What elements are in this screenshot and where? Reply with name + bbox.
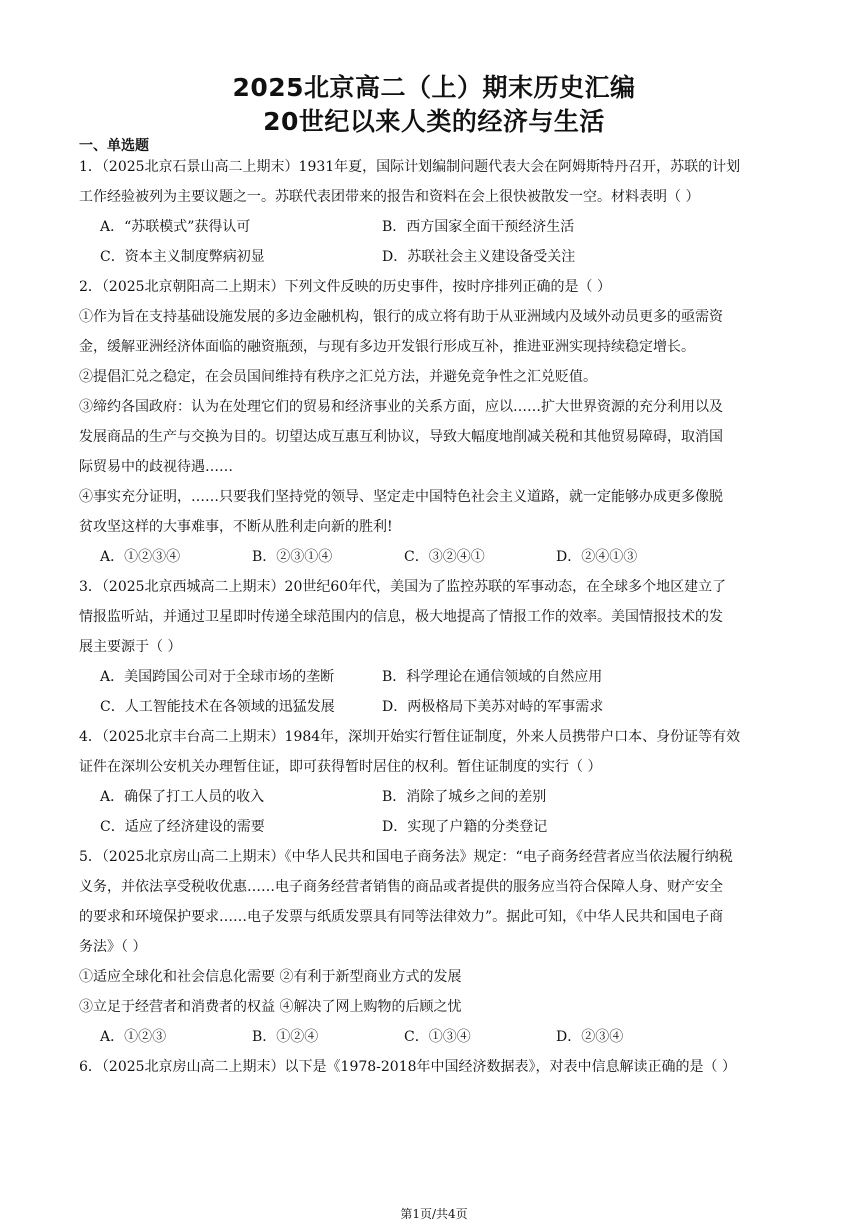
answer-option: C．适应了经济建设的需要 [100,819,265,835]
answer-option: B．①②④ [252,1029,319,1045]
question-stem-line: 际贸易中的歧视待遇…… [79,459,233,475]
answer-option: D．②④①③ [556,549,638,565]
question-stem-line: ③缔约各国政府：认为在处理它们的贸易和经济事业的关系方面，应以……扩大世界资源的充分利用以及 [79,399,723,415]
question-stem-line: 6．（2025北京房山高二上期末）以下是《1978-2018年中国经济数据表》，对表中信息解读正确的是（ ） [79,1059,736,1075]
document-subtitle: 20世纪以来人类的经济与生活 [263,107,605,136]
question-stem-line: 贫攻坚这样的大事难事，不断从胜利走向新的胜利! [79,519,393,535]
answer-option: D．②③④ [556,1029,624,1045]
question-stem-line: 4．（2025北京丰台高二上期末）1984年，深圳开始实行暂住证制度，外来人员携带户口本、身份证等有效 [79,729,741,745]
question-stem-line: 金，缓解亚洲经济体面临的融资瓶颈，与现有多边开发银行形成互补，推进亚洲实现持续稳定增长。 [79,339,695,355]
question-list [79,152,791,1082]
answer-option: C．①③④ [404,1029,471,1045]
answer-option: D．实现了户籍的分类登记 [382,819,548,835]
question-5 [79,842,791,1052]
question-stem-line: 3．（2025北京西城高二上期末）20世纪60年代，美国为了监控苏联的军事动态，在全球多个地区建立了 [79,579,727,595]
answer-option: A．①②③ [100,1029,167,1045]
question-stem-line: 1．（2025北京石景山高二上期末）1931年夏，国际计划编制问题代表大会在阿姆斯特丹召开，苏联的计划 [79,159,741,175]
answer-option: C．资本主义制度弊病初显 [100,249,265,265]
question-stem-line: ④事实充分证明，……只要我们坚持党的领导、坚定走中国特色社会主义道路，就一定能够办成更多像脱 [79,489,723,505]
question-1 [79,152,791,272]
question-stem-line: 情报监听站，并通过卫星即时传递全球范围内的信息，极大地提高了情报工作的效率。美国情报技术的发 [79,609,723,625]
question-stem-line: 务法》（ ） [79,939,147,955]
question-stem-line: ③立足于经营者和消费者的权益 ④解决了网上购物的后顾之忧 [79,999,462,1015]
question-stem-line: 的要求和环境保护要求……电子发票与纸质发票具有同等法律效力”。据此可知，《中华人民共和国电子商 [79,909,724,925]
question-6 [79,1052,791,1082]
question-stem-line: ①适应全球化和社会信息化需要 ②有利于新型商业方式的发展 [79,969,462,985]
question-2 [79,272,791,572]
question-stem-line: 5．（2025北京房山高二上期末）《中华人民共和国电子商务法》规定：“电子商务经营者应当依法履行纳税 [79,849,733,865]
question-stem-line: 发展商品的生产与交换为目的。切望达成互惠互利协议，导致大幅度地削减关税和其他贸易障碍，取消国 [79,429,723,445]
question-stem-line: ②提倡汇兑之稳定，在会员国间维持有秩序之汇兑方法，并避免竞争性之汇兑贬值。 [79,369,597,385]
answer-option: B．②③①④ [252,549,333,565]
question-stem-line: 展主要源于（ ） [79,639,182,655]
question-stem-line: 2．（2025北京朝阳高二上期末）下列文件反映的历史事件，按时序排列正确的是（ ） [79,279,611,295]
answer-option: A．“苏联模式”获得认可 [100,219,251,235]
question-4 [79,722,791,842]
answer-option: A．美国跨国公司对于全球市场的垄断 [100,669,335,685]
answer-option: B．消除了城乡之间的差别 [382,789,547,805]
answer-option: A．①②③④ [100,549,181,565]
answer-option: B．西方国家全面干预经济生活 [382,219,575,235]
answer-option: C．③②④① [404,549,485,565]
question-stem-line: 工作经验被列为主要议题之一。苏联代表团带来的报告和资料在会上很快被散发一空。材料表明（ ） [79,189,700,205]
question-stem-line: 证件在深圳公安机关办理暂住证，即可获得暂时居住的权利。暂住证制度的实行（ ） [79,759,602,775]
question-stem-line: ①作为旨在支持基础设施发展的多边金融机构，银行的成立将有助于从亚洲域内及域外动员更多的亟需资 [79,309,723,325]
question-3 [79,572,791,722]
answer-option: A．确保了打工人员的收入 [100,789,265,805]
answer-option: C．人工智能技术在各领域的迅猛发展 [100,699,335,715]
answer-option: D．两极格局下美苏对峙的军事需求 [382,699,604,715]
section-heading: 一、单选题 [79,138,149,154]
page-number: 第1页/共4页 [400,1207,468,1221]
answer-option: D．苏联社会主义建设备受关注 [382,249,576,265]
document-title: 2025北京高二（上）期末历史汇编 [232,73,636,102]
answer-option: B．科学理论在通信领域的自然应用 [382,669,603,685]
question-stem-line: 义务，并依法享受税收优惠……电子商务经营者销售的商品或者提供的服务应当符合保障人身、财产安全 [79,879,723,895]
